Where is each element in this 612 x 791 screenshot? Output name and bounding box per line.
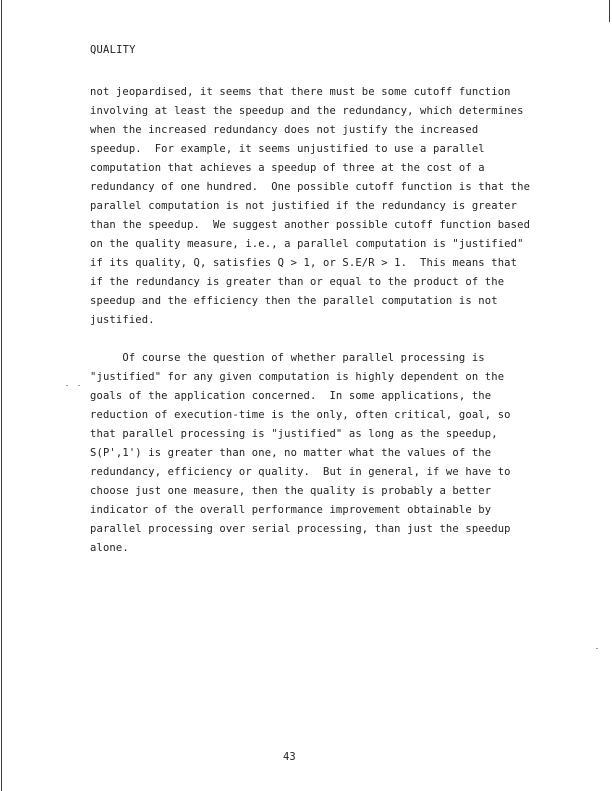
text-line: if its quality, Q, satisfies Q > 1, or S.E/R > 1. This means that: [90, 257, 518, 269]
text-line: "justified" for any given computation is highly dependent on the: [90, 371, 505, 383]
text-line: reduction of execution-time is the only, often critical, goal, so: [90, 409, 511, 421]
text-line: parallel computation is not justified if the redundancy is greater: [90, 200, 518, 212]
scan-left-edge: [1, 0, 2, 791]
scan-speck: [596, 648, 598, 649]
text-line: redundancy, efficiency or quality. But in general, if we have to: [90, 466, 511, 478]
text-line: goals of the application concerned. In some applications, the: [90, 390, 492, 402]
scan-speck: [78, 385, 80, 386]
text-line: redundancy of one hundred. One possible cutoff function is that the: [90, 181, 531, 193]
text-line: computation that achieves a speedup of three at the cost of a: [90, 162, 485, 174]
text-line: parallel processing over serial processing, than just the speedup: [90, 523, 511, 535]
text-line: if the redundancy is greater than or equal to the product of the: [90, 276, 505, 288]
text-line: on the quality measure, i.e., a parallel computation is "justified": [90, 238, 524, 250]
text-line: S(P',1') is greater than one, no matter what the values of the: [90, 447, 492, 459]
text-line: Of course the question of whether parallel processing is: [90, 352, 485, 364]
text-line: choose just one measure, then the quality is probably a better: [90, 485, 492, 497]
running-head: QUALITY: [90, 44, 136, 56]
text-line: not jeopardised, it seems that there must be some cutoff function: [90, 86, 511, 98]
text-line: alone.: [90, 542, 129, 554]
text-line: justified.: [90, 314, 155, 326]
text-line: that parallel processing is "justified" as long as the speedup,: [90, 428, 498, 440]
text-line: when the increased redundancy does not justify the increased: [90, 124, 479, 136]
text-line: involving at least the speedup and the redundancy, which determines: [90, 105, 524, 117]
text-line: speedup. For example, it seems unjustified to use a parallel: [90, 143, 485, 155]
scan-speck: [66, 385, 68, 386]
text-line: indicator of the overall performance improvement obtainable by: [90, 504, 492, 516]
text-line: speedup and the efficiency then the parallel computation is not: [90, 295, 498, 307]
scan-right-edge-mark: [609, 0, 610, 22]
page-number: 43: [283, 751, 296, 763]
text-line: than the speedup. We suggest another possible cutoff function based: [90, 219, 531, 231]
